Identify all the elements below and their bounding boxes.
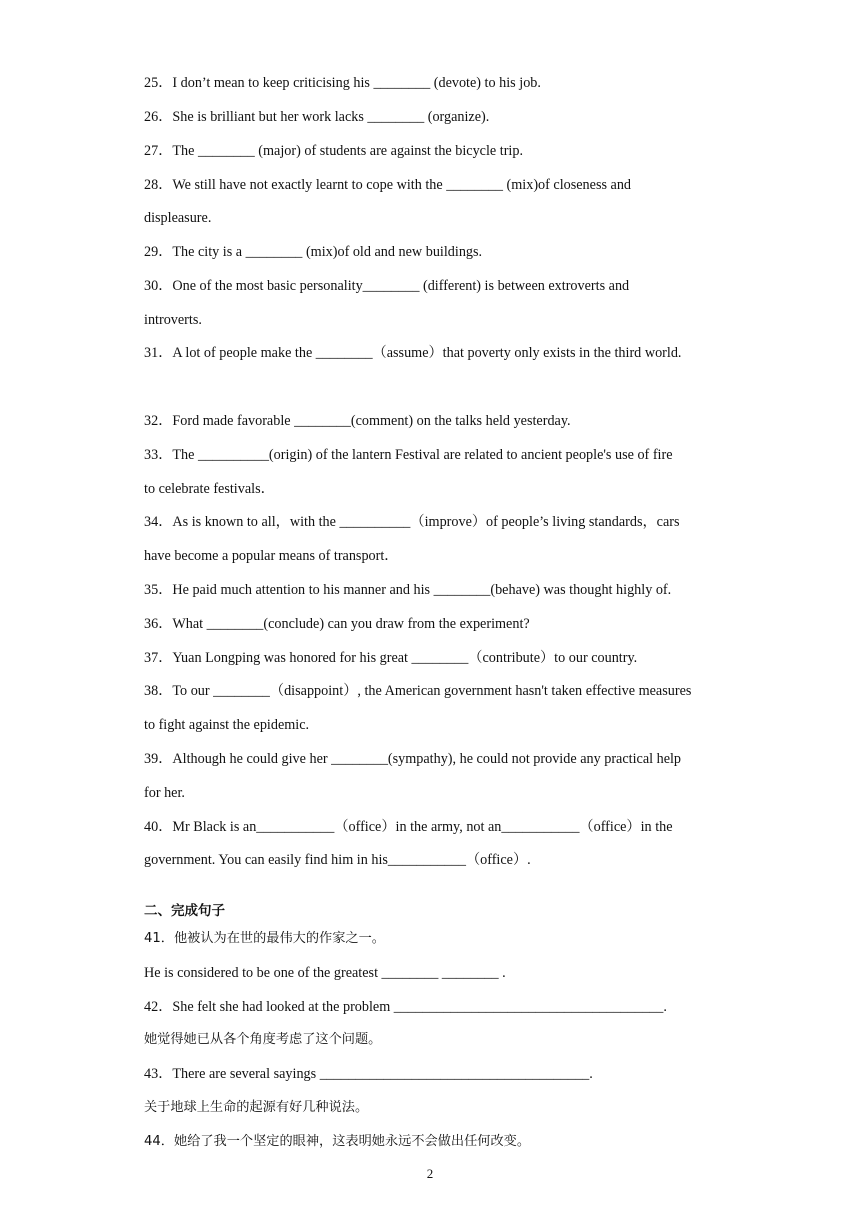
question-42-chinese: 她觉得她已从各个角度考虑了这个问题。 <box>144 1032 382 1047</box>
question-31: 31．A lot of people make the ________（assume）that poverty only exists in the third world. <box>144 345 682 361</box>
question-27: 27．The ________ (major) of students are against the bicycle trip. <box>144 143 524 159</box>
question-42-english: 42．She felt she had looked at the problem ______________________________________. <box>144 999 667 1015</box>
question-29: 29．The city is a ________ (mix)of old and new buildings. <box>144 244 483 260</box>
question-44-chinese: 44．她给了我一个坚定的眼神，这表明她永远不会做出任何改变。 <box>144 1134 531 1149</box>
question-40-continuation: government. You can easily find him in his___________（office）. <box>144 852 531 868</box>
question-25: 25．I don’t mean to keep criticising his ________ (devote) to his job. <box>144 75 541 91</box>
page-number: 2 <box>426 1166 434 1181</box>
question-38-continuation: to fight against the epidemic. <box>144 717 310 733</box>
question-35: 35．He paid much attention to his manner and his ________(behave) was thought highly of. <box>144 582 672 598</box>
question-28-continuation: displeasure. <box>144 210 212 226</box>
question-26: 26．She is brilliant but her work lacks ________ (organize). <box>144 109 490 125</box>
question-30-continuation: introverts. <box>144 312 202 328</box>
section-heading: 二、完成句子 <box>144 903 225 919</box>
question-43-chinese: 关于地球上生命的起源有好几种说法。 <box>144 1100 369 1115</box>
question-43-english: 43．There are several sayings ______________________________________. <box>144 1066 593 1082</box>
question-40: 40．Mr Black is an___________（office）in the army, not an___________（office）in the <box>144 819 673 835</box>
question-37: 37．Yuan Longping was honored for his great ________（contribute）to our country. <box>144 650 638 666</box>
question-38: 38．To our ________（disappoint）, the American government hasn't taken effective measures <box>144 683 692 699</box>
question-34: 34．As is known to all，with the __________（improve）of people’s living standards，cars <box>144 514 680 530</box>
question-32: 32．Ford made favorable ________(comment) on the talks held yesterday. <box>144 413 571 429</box>
question-39-continuation: for her. <box>144 785 185 801</box>
question-34-continuation: have become a popular means of transport． <box>144 548 399 564</box>
question-33: 33．The __________(origin) of the lantern Festival are related to ancient people's use of fire <box>144 447 673 463</box>
question-41-chinese: 41．他被认为在世的最伟大的作家之一。 <box>144 931 385 946</box>
question-36: 36．What ________(conclude) can you draw from the experiment? <box>144 616 530 632</box>
question-33-continuation: to celebrate festivals． <box>144 481 275 497</box>
question-28: 28．We still have not exactly learnt to cope with the ________ (mix)of closeness and <box>144 177 632 193</box>
question-41-english: He is considered to be one of the greatest ________ ________ . <box>144 965 506 981</box>
question-30: 30．One of the most basic personality________ (different) is between extroverts and <box>144 278 630 294</box>
question-39: 39．Although he could give her ________(sympathy), he could not provide any practical help <box>144 751 682 767</box>
